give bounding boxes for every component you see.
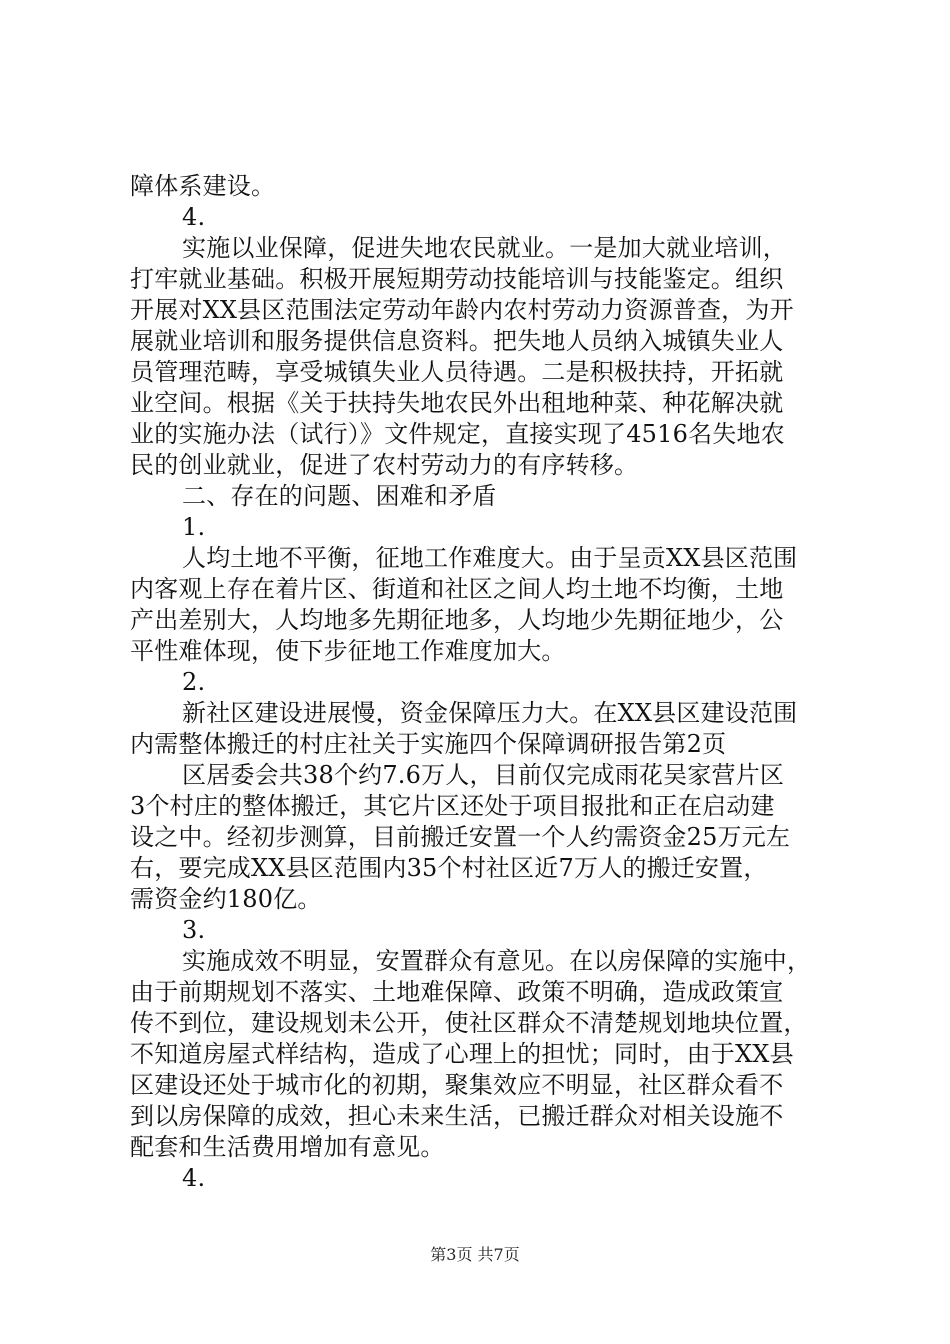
text-line: 4.	[182, 203, 206, 231]
text-line: 区居委会共38个约7.6万人，目前仅完成雨花吴家营片区	[182, 761, 785, 789]
text-line: 右，要完成XX县区范围内35个村社区近7万人的搬迁安置，	[130, 854, 768, 882]
text-line: 实施以业保障，促进失地农民就业。一是加大就业培训，	[182, 234, 787, 262]
text-line: 配套和生活费用增加有意见。	[130, 1133, 445, 1161]
page-footer: 第3页 共7页	[430, 1245, 520, 1264]
text-line: 平性难体现，使下步征地工作难度加大。	[130, 637, 566, 665]
text-line: 民的创业就业，促进了农村劳动力的有序转移。	[130, 451, 639, 479]
text-line: 需资金约180亿。	[130, 885, 322, 913]
text-line: 实施成效不明显，安置群众有意见。在以房保障的实施中，	[182, 947, 812, 975]
text-line: 由于前期规划不落实、土地难保障、政策不明确，造成政策宣	[130, 978, 784, 1006]
text-line: 1.	[182, 513, 206, 541]
text-line: 开展对XX县区范围法定劳动年龄内农村劳动力资源普查，为开	[130, 296, 794, 324]
text-line: 2.	[182, 668, 206, 696]
text-line: 3.	[182, 916, 206, 944]
text-line: 业的实施办法（试行）》文件规定，直接实现了4516名失地农	[130, 420, 785, 448]
text-line: 传不到位，建设规划未公开，使社区群众不清楚规划地块位置，	[130, 1009, 808, 1037]
text-line: 展就业培训和服务提供信息资料。把失地人员纳入城镇失业人	[130, 327, 784, 355]
text-line: 不知道房屋式样结构，造成了心理上的担忧；同时，由于XX县	[130, 1040, 794, 1068]
text-line: 业空间。根据《关于扶持失地农民外出租地种菜、种花解决就	[130, 389, 784, 417]
text-line: 内需整体搬迁的村庄社关于实施四个保障调研报告第2页	[130, 730, 727, 758]
text-line: 障体系建设。	[130, 172, 276, 200]
text-line: 到以房保障的成效，担心未来生活，已搬迁群众对相关设施不	[130, 1102, 784, 1130]
text-line: 内客观上存在着片区、街道和社区之间人均土地不均衡，土地	[130, 575, 784, 603]
document-body	[130, 171, 840, 1194]
text-line: 产出差别大，人均地多先期征地多，人均地少先期征地少，公	[130, 606, 784, 634]
text-line: 4.	[182, 1164, 206, 1192]
text-line: 二、存在的问题、困难和矛盾	[182, 482, 497, 510]
text-line: 3个村庄的整体搬迁，其它片区还处于项目报批和正在启动建	[130, 792, 775, 820]
text-line: 打牢就业基础。积极开展短期劳动技能培训与技能鉴定。组织	[130, 265, 784, 293]
text-line: 新社区建设进展慢，资金保障压力大。在XX县区建设范围	[182, 699, 798, 727]
text-line: 设之中。经初步测算，目前搬迁安置一个人约需资金25万元左	[130, 823, 791, 851]
text-line: 区建设还处于城市化的初期，聚集效应不明显，社区群众看不	[130, 1071, 784, 1099]
text-line: 员管理范畴，享受城镇失业人员待遇。二是积极扶持，开拓就	[130, 358, 784, 386]
text-line: 人均土地不平衡，征地工作难度大。由于呈贡XX县区范围	[182, 544, 798, 572]
